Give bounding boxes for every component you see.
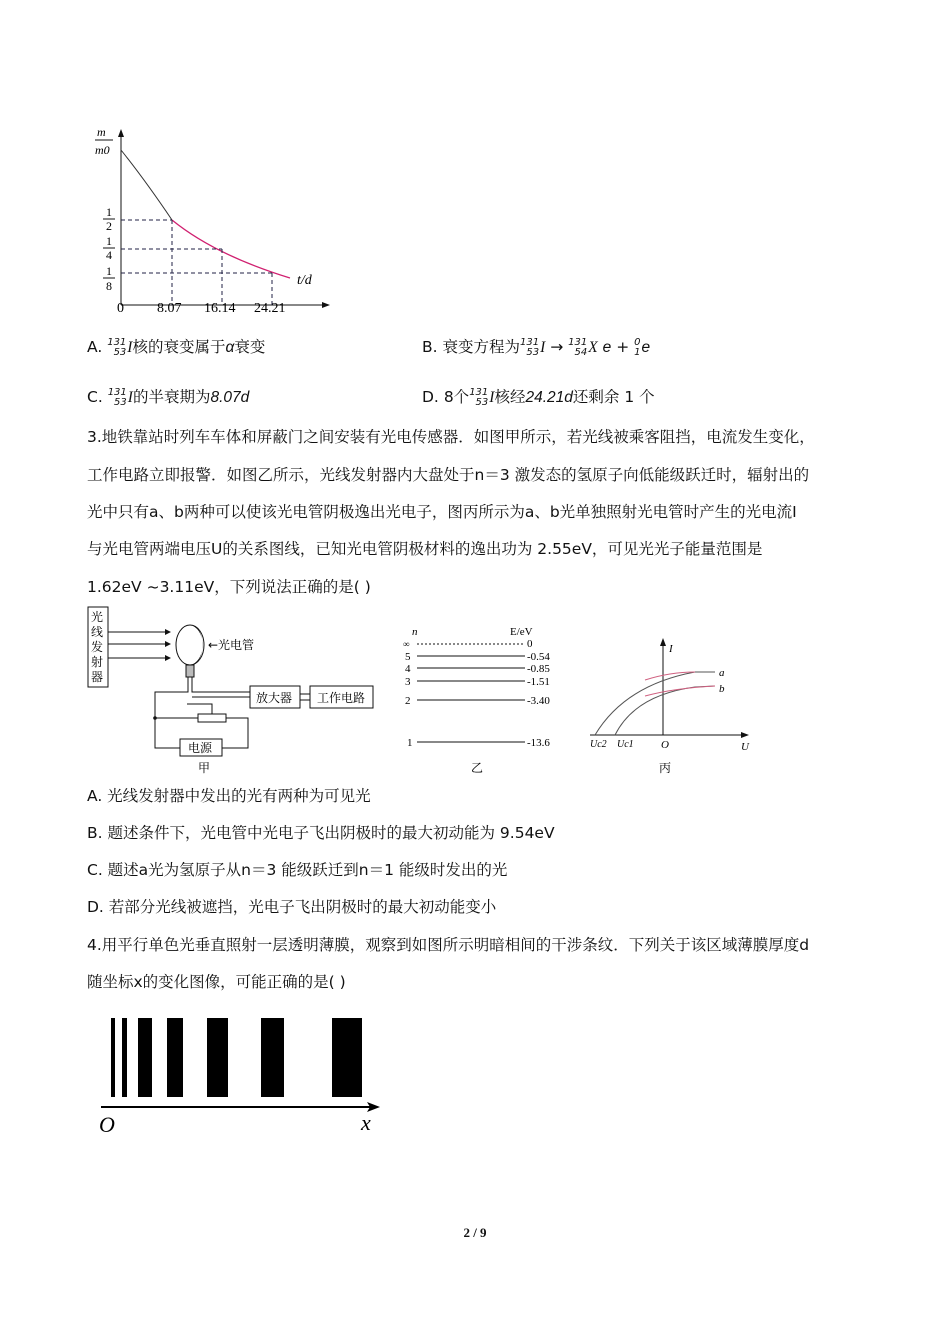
level-energy: -0.85 — [527, 663, 550, 675]
svg-text:U: U — [741, 741, 749, 753]
q2-option-a[interactable]: A. 131 53 I核的衰变属于α衰变 — [87, 336, 266, 358]
power-label: 电源 — [188, 741, 213, 755]
amplifier-label: 放大器 — [256, 691, 293, 705]
q2-option-c[interactable]: C. 131 53 I的半衰期为8.07d — [87, 386, 250, 408]
y-label-num: m — [97, 125, 106, 139]
x-tick: 24.21 — [254, 301, 286, 316]
q2-option-d[interactable]: D. 8个 131 53 I核经24.21d还剩余 1 个 — [422, 386, 655, 408]
energy-axis-label: E/eV — [510, 626, 533, 638]
q3-stem-line: 光中只有a、b两种可以使该光电管阴极逸出光电子，图丙所示为a、b光单独照射光电管时产生的光电流I — [87, 503, 797, 521]
q2-option-b[interactable]: B. 衰变方程为 131 53 I → 131 54 X e + 0 1 e — [422, 336, 651, 358]
level-n: 3 — [405, 676, 411, 688]
q3-stem-line: 与光电管两端电压U的关系图线，已知光电管阴极材料的逸出功为 2.55eV，可见光光子能量范围是 — [87, 540, 763, 558]
option-label: A. — [87, 338, 103, 356]
q3-stem-line: 1.62eV ~3.11eV，下列说法正确的是( ) — [87, 578, 371, 596]
dark-fringe — [111, 1018, 115, 1097]
q4-stem-line: 4.用平行单色光垂直照射一层透明薄膜，观察到如图所示明暗相间的干涉条纹．下列关于该区域薄膜厚度d — [87, 936, 810, 954]
figure-bing-iv-curve — [585, 630, 765, 780]
origin-o-label: O — [99, 1112, 115, 1137]
svg-text:线: 线 — [91, 625, 104, 639]
y-tick: 1 — [106, 264, 112, 278]
page-number: 2 / 9 — [463, 1225, 487, 1240]
y-tick: 1 — [106, 205, 112, 219]
level-energy: 0 — [527, 638, 533, 650]
level-energy: -13.6 — [527, 737, 550, 749]
dark-fringe — [167, 1018, 183, 1097]
x-label: t/d — [297, 273, 312, 288]
level-n: ∞ — [403, 639, 410, 649]
x-axis-label: x — [361, 1110, 371, 1135]
y-tick: 2 — [106, 219, 112, 233]
svg-text:Uc2: Uc2 — [590, 739, 607, 750]
n-axis-label: n — [412, 626, 418, 638]
figure-jia-circuit — [85, 600, 385, 780]
svg-text:发: 发 — [91, 640, 104, 654]
y-tick: 1 — [106, 234, 112, 248]
dark-fringe — [138, 1018, 152, 1097]
level-energy: -0.54 — [527, 651, 550, 663]
level-n: 1 — [407, 737, 413, 749]
x-tick: 16.14 — [204, 301, 236, 316]
svg-text:b: b — [719, 683, 725, 695]
q3-stem-line: 工作电路立即报警．如图乙所示，光线发射器内大盘处于n＝3 激发态的氢原子向低能级跃迁时，辐射出的 — [87, 466, 810, 484]
level-n: 5 — [405, 651, 411, 663]
q3-option-a[interactable]: A. 光线发射器中发出的光有两种为可见光 — [87, 787, 371, 805]
dark-fringe — [122, 1018, 127, 1097]
figure-yi-energy-levels — [395, 626, 570, 782]
origin-label: 0 — [117, 301, 124, 316]
svg-text:光: 光 — [91, 610, 104, 624]
q3-stem-line: 3.地铁靠站时列车车体和屏蔽门之间安装有光电传感器．如图甲所示，若光线被乘客阻挡，电流发生变化， — [87, 428, 815, 446]
nuclide: 131 53 — [107, 336, 127, 358]
level-n: 2 — [405, 695, 411, 707]
level-energy: -3.40 — [527, 695, 550, 707]
svg-text:Uc1: Uc1 — [617, 739, 634, 750]
q3-option-c[interactable]: C. 题述a光为氢原子从n＝3 能级跃迁到n＝1 能级时发出的光 — [87, 861, 508, 879]
q4-stem-line: 随坐标x的变化图像，可能正确的是( ) — [87, 973, 346, 991]
svg-text:a: a — [719, 667, 725, 679]
svg-text:O: O — [661, 739, 669, 751]
svg-text:器: 器 — [91, 670, 104, 684]
caption-yi: 乙 — [471, 761, 484, 775]
x-tick: 8.07 — [157, 301, 182, 316]
interference-fringes-figure — [95, 1010, 395, 1140]
y-tick: 8 — [106, 279, 112, 293]
decay-chart — [85, 120, 335, 320]
level-n: 4 — [405, 663, 411, 675]
work-circuit-label: 工作电路 — [317, 691, 366, 705]
dark-fringe — [261, 1018, 284, 1097]
level-energy: -1.51 — [527, 676, 550, 688]
caption-jia: 甲 — [198, 761, 211, 775]
y-label-den: m0 — [95, 143, 110, 157]
dark-fringe — [207, 1018, 228, 1097]
svg-text:I: I — [669, 643, 673, 655]
q3-option-b[interactable]: B. 题述条件下，光电管中光电子飞出阴极时的最大初动能为 9.54eV — [87, 824, 555, 842]
y-tick: 4 — [106, 248, 112, 262]
q3-option-d[interactable]: D. 若部分光线被遮挡，光电子飞出阴极时的最大初动能变小 — [87, 898, 497, 916]
dark-fringe — [332, 1018, 362, 1097]
svg-text:射: 射 — [91, 655, 104, 669]
phototube-label: ←光电管 — [208, 638, 255, 652]
svg-text:丙: 丙 — [659, 761, 672, 775]
